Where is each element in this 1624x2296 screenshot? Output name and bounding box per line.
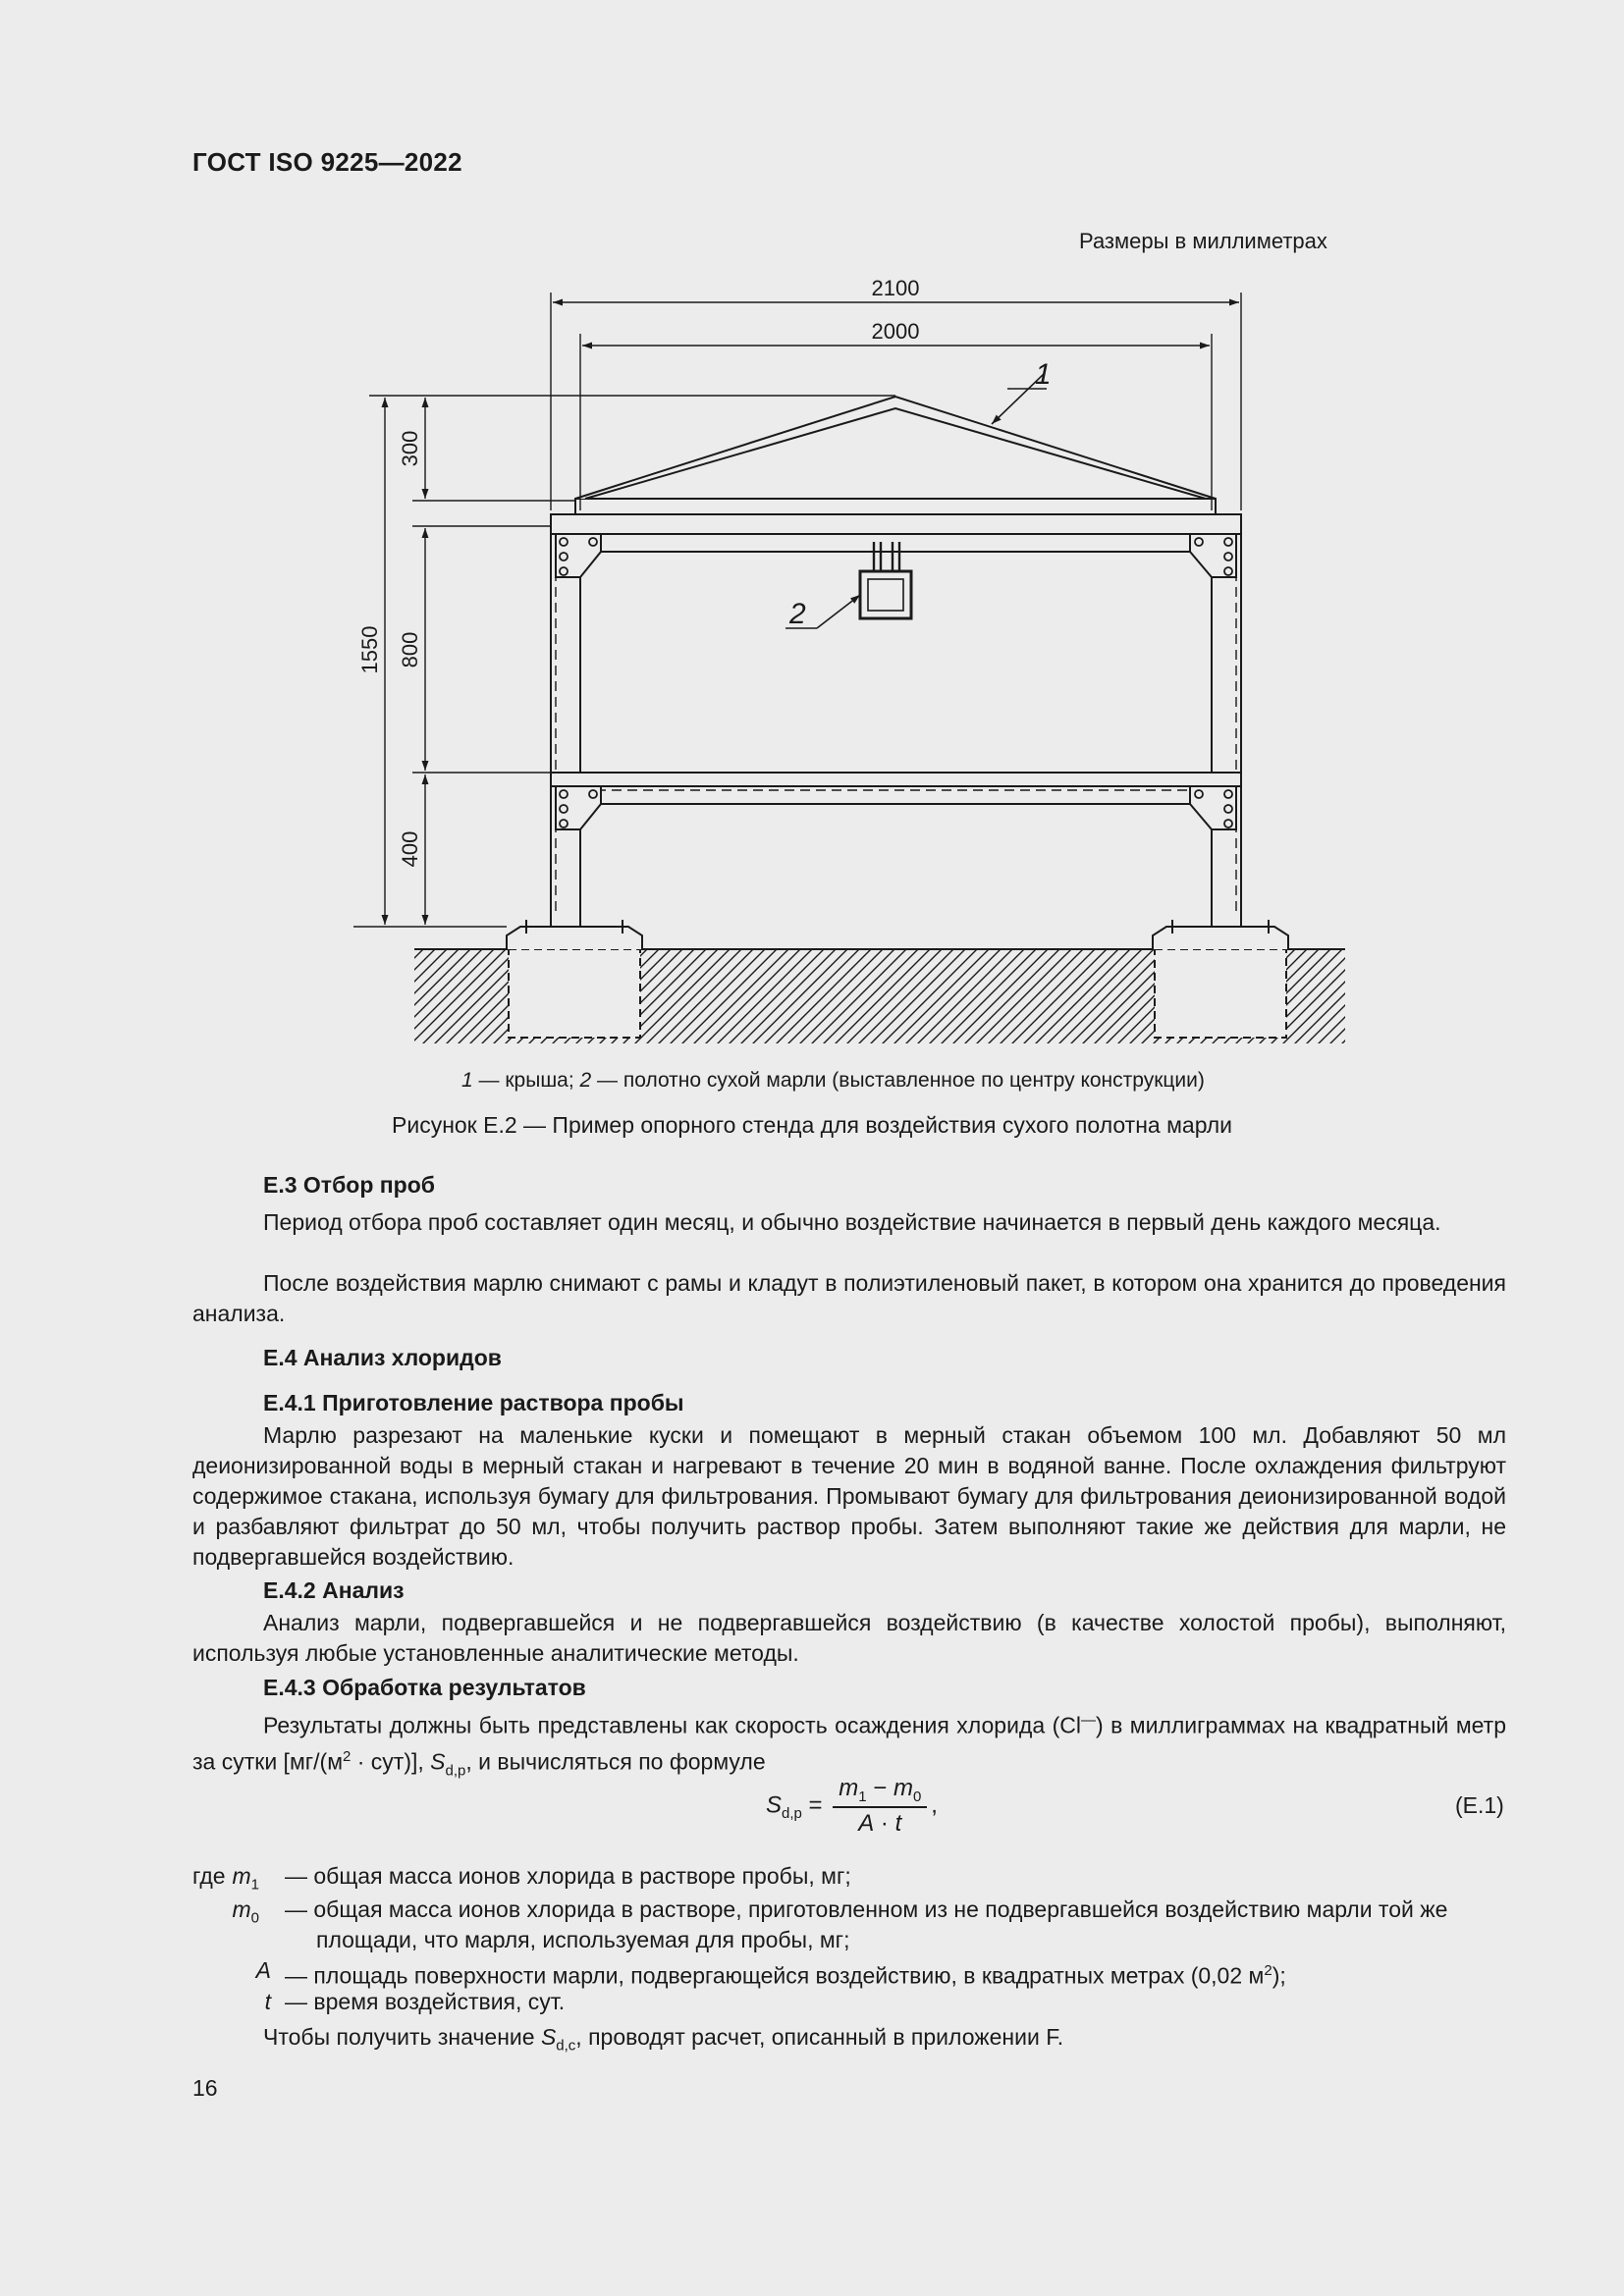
figure-legend: 1 — крыша; 2 — полотно сухой марли (выставленное по центру конструкции): [461, 1069, 1205, 1092]
gusset-tl: [556, 534, 601, 577]
roof-base-plate: [575, 499, 1216, 514]
dim-300: 300: [398, 430, 422, 467]
roof: [575, 397, 1216, 499]
foundation-right: [1155, 949, 1286, 1038]
callout-1: 1: [1035, 358, 1052, 391]
gusset-tr: [1190, 534, 1236, 577]
section-e41-p1: Марлю разрезают на маленькие куски и помещают в мерный стакан объемом 100 мл. Добавляют 50 мл деионизированной воды в мерный стакан и нагревают в течение 20 мин в водяной ванне. После охлаждения фильтруют содержимое стакана, используя бумагу для фильтрования. Промывают бумагу для фильтрования деионизированной водой и разбавляют фильтрат до 50 мл, чтобы получить раствор пробы. Затем выполняют такие же действия для марли, не подвергавшейся воздействию.: [192, 1422, 1506, 1570]
gusset-ml: [556, 786, 601, 829]
document-header: ГОСТ ISO 9225—2022: [192, 147, 462, 177]
section-e41-title: E.4.1 Приготовление раствора пробы: [263, 1390, 684, 1415]
section-e3-p2: После воздействия марлю снимают с рамы и кладут в полиэтиленовый пакет, в котором она хранится до проведения анализа.: [192, 1270, 1506, 1326]
middle-rail: [551, 773, 1241, 786]
definition-t: t — время воздействия, сут.: [264, 1989, 566, 2014]
formula-number: (E.1): [1455, 1792, 1504, 1818]
foundation-left: [509, 949, 640, 1038]
formula-fraction: $\frac{m_1 - m_0}{A \cdot t}$: [833, 1775, 927, 1838]
support-stand-drawing: [0, 265, 1624, 1060]
lower-crossbar: [580, 786, 1212, 804]
dim-2100: 2100: [871, 276, 920, 300]
section-e43-p1: Результаты должны быть представлены как скорость осаждения хлорида (Cl—) в миллиграммах на квадратный метр за сутки $[мг/(м^2 \cdot сут)]$, $S_{d,p}$, и вычисляться по формуле: [192, 1712, 1506, 1779]
figure-caption: Рисунок E.2 — Пример опорного стенда для воздействия сухого полотна марли: [392, 1112, 1232, 1138]
units-note: Размеры в миллиметрах: [1079, 229, 1327, 253]
final-sentence: Чтобы получить значение $S_{d,c}$, проводят расчет, описанный в приложении F.: [263, 2024, 1064, 2055]
page-number: 16: [192, 2075, 218, 2101]
dim-400: 400: [398, 830, 422, 868]
definition-m1: $m_1$ — общая масса ионов хлорида в растворе пробы, мг;: [232, 1863, 851, 1894]
where-label: где: [192, 1863, 226, 1889]
section-e43-title: E.4.3 Обработка результатов: [263, 1675, 586, 1700]
formula-e1: $S_{d,p}$ = $\frac{m_1 - m_0}{A \cdot t}$ ,: [766, 1775, 938, 1837]
section-e42-title: E.4.2 Анализ: [263, 1577, 405, 1603]
gusset-mr: [1190, 786, 1236, 829]
dim-1550: 1550: [357, 625, 382, 674]
section-e4-title: E.4 Анализ хлоридов: [263, 1345, 502, 1370]
upper-crossbar: [580, 534, 1212, 552]
dim-2000: 2000: [871, 319, 920, 344]
section-e3-title: E.3 Отбор проб: [263, 1172, 435, 1198]
section-e42-p1: Анализ марли, подвергавшейся и не подвергавшейся воздействию (в качестве холостой пробы), выполняют, используя любые установленные аналитические методы.: [192, 1610, 1506, 1666]
callout-2: 2: [789, 598, 806, 630]
top-rail: [551, 514, 1241, 534]
dim-800: 800: [398, 631, 422, 668]
section-e3-p1: Период отбора проб составляет один месяц, и обычно воздействие начинается в первый день каждого месяца.: [263, 1209, 1441, 1235]
definition-A: A — площадь поверхности марли, подвергающейся воздействию, в квадратных метрах (0,02 $м^2$);: [255, 1957, 1286, 1989]
definition-m0: $m_0$ — общая масса ионов хлорида в растворе, приготовленном из не подвергавшейся воздействию марли той же площади, что марля, используемая для пробы, мг;: [232, 1896, 1448, 1952]
